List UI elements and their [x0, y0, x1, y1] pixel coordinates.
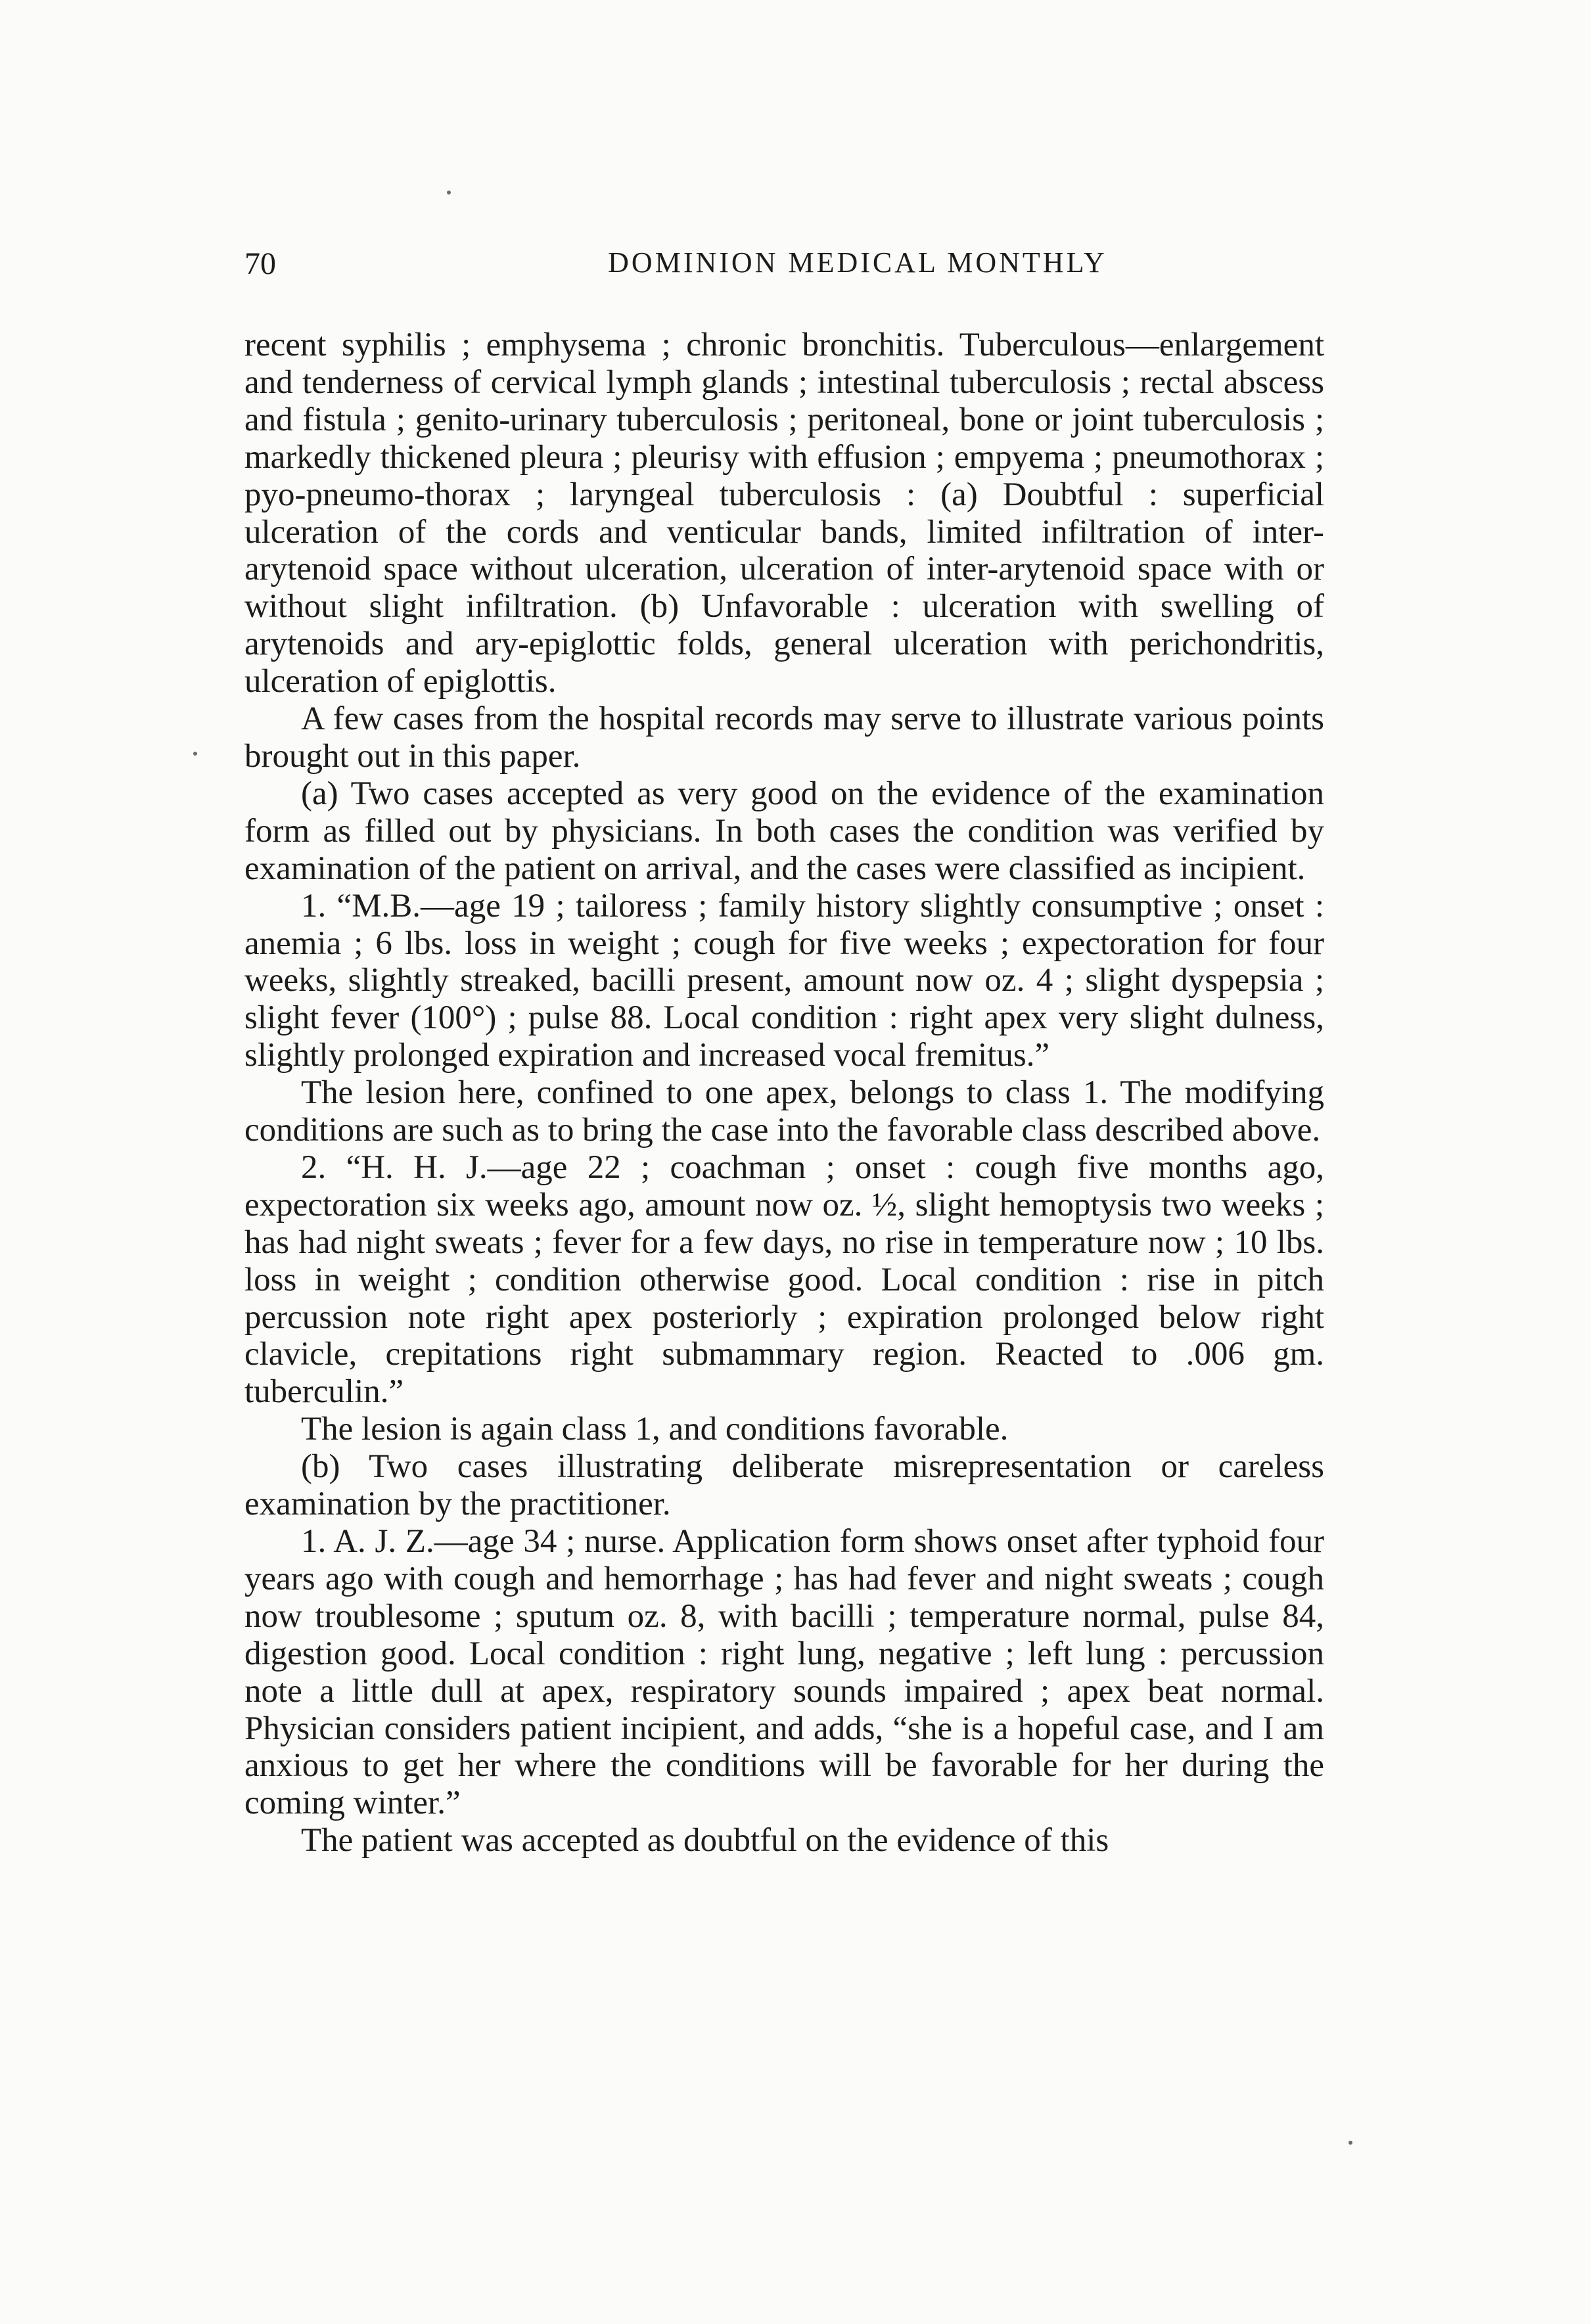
paragraph: The lesion is again class 1, and conditions favorable. — [301, 1411, 1009, 1448]
running-title: DOMINION MEDICAL MONTHLY — [608, 246, 1107, 279]
paragraph: recent syphilis ; emphysema ; chronic bronchitis. Tuberculous—enlargement and tenderness of cervical lymph glands ; intestinal tuberculosis ; rectal abscess and fistula ; genito-urinary tuberculosis ; peritoneal, bone or joint tuberculosis ; markedly thickened pleura ; pleurisy with effusion ; empyema ; pneumothorax ; pyo-pneumo-thorax ; laryngeal tuberculosis : (a) Doubtful : superficial ulceration of the cords and venticular bands, limited infiltration of inter-arytenoid space without ulceration, ulceration of inter-arytenoid space with or without slight infiltration. (b) Unfavorable : ulceration with swelling of arytenoids and ary-epiglottic folds, general ulceration with perichondritis, ulceration of epiglottis. — [244, 327, 1324, 700]
body-text — [244, 327, 1324, 2219]
paragraph: 1. “M.B.—age 19 ; tailoress ; family history slightly consumptive ; onset : anemia ; 6 lbs. loss in weight ; cough for five weeks ; expectoration for four weeks, slightly streaked, bacilli present, amount now oz. 4 ; slight dyspepsia ; slight fever (100°) ; pulse 88. Local condition : right apex very slight dulness, slightly prolonged expiration and increased vocal fremitus.” — [244, 887, 1324, 1074]
paragraph: 1. A. J. Z.—age 34 ; nurse. Application form shows onset after typhoid four years ago with cough and hemorrhage ; has had fever and night sweats ; cough now troublesome ; sputum oz. 8, with bacilli ; temperature normal, pulse 84, digestion good. Local condition : right lung, negative ; left lung : percussion note a little dull at apex, respiratory sounds impaired ; apex beat normal. Physician considers patient incipient, and adds, “she is a hopeful case, and I am anxious to get her where the conditions will be favorable for her during the coming winter.” — [244, 1523, 1324, 1822]
paragraph: (b) Two cases illustrating deliberate misrepresentation or careless examination by the practitioner. — [244, 1448, 1324, 1523]
ink-speck — [193, 752, 197, 756]
paragraph: 2. “H. H. J.—age 22 ; coachman ; onset : cough five months ago, expectoration six weeks ago, amount now oz. ½, slight hemoptysis two weeks ; has had night sweats ; fever for a few days, no rise in temperature now ; 10 lbs. loss in weight ; condition otherwise good. Local condition : rise in pitch percussion note right apex posteriorly ; expiration prolonged below right clavicle, crepitations right submammary region. Reacted to .006 gm. tuberculin.” — [244, 1149, 1324, 1411]
paragraph: The patient was accepted as doubtful on the evidence of this — [301, 1822, 1109, 1859]
paragraph: The lesion here, confined to one apex, belongs to class 1. The modifying conditions are such as to bring the case into the favorable class described above. — [244, 1074, 1324, 1149]
paragraph: (a) Two cases accepted as very good on the evidence of the examination form as filled out by physicians. In both cases the condition was verified by examination of the patient on arrival, and the cases were classified as incipient. — [244, 775, 1324, 887]
page-number: 70 — [244, 246, 276, 281]
ink-speck — [1349, 2141, 1352, 2145]
paragraph: A few cases from the hospital records may serve to illustrate various points brought out in this paper. — [244, 700, 1324, 775]
ink-speck — [447, 191, 451, 194]
